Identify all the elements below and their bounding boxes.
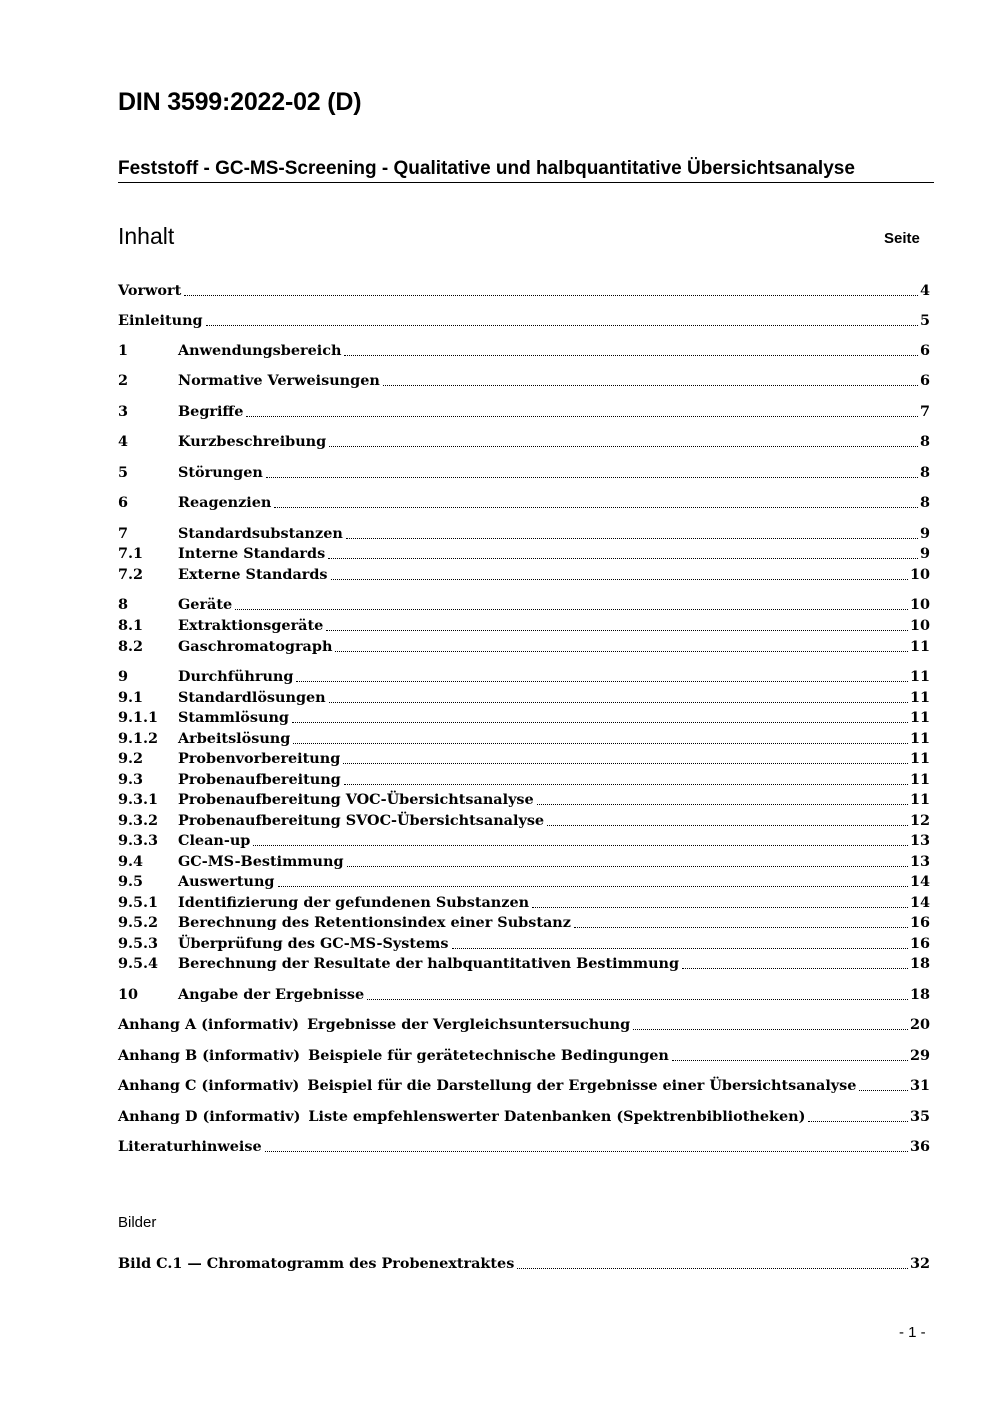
toc-entry-page: 9 xyxy=(919,545,930,562)
toc-entry-title: Überprüfung des GC-MS-Systems xyxy=(178,935,449,952)
toc-entry-page: 12 xyxy=(909,812,930,829)
toc-entry[interactable] xyxy=(118,523,930,543)
toc-entry[interactable] xyxy=(118,340,930,360)
toc-leader-dots xyxy=(574,927,908,928)
toc-entry-page: 14 xyxy=(909,873,930,890)
toc-entry-title: Probenaufbereitung xyxy=(178,771,341,788)
toc-entry-number: 9.5.3 xyxy=(118,935,159,952)
toc-entry-title: Auswertung xyxy=(178,873,275,890)
toc-entry[interactable] xyxy=(118,728,930,748)
toc-leader-dots xyxy=(292,722,908,723)
toc-entry-title: Externe Standards xyxy=(178,566,328,583)
document-id: DIN 3599:2022-02 (D) xyxy=(118,88,362,116)
toc-leader-dots xyxy=(335,651,908,652)
toc-entry-number: 9.2 xyxy=(118,750,144,767)
toc-leader-dots xyxy=(206,325,918,326)
toc-entry-page: 29 xyxy=(909,1047,930,1064)
page-number: - 1 - xyxy=(899,1324,926,1341)
toc-entry-page: 11 xyxy=(909,791,930,808)
toc-entry[interactable] xyxy=(118,615,930,635)
toc-entry-number: 9.5.2 xyxy=(118,914,159,931)
toc-entry-title: Beispiele für gerätetechnische Bedingungen xyxy=(308,1047,669,1064)
toc-entry-title: Standardlösungen xyxy=(178,689,326,706)
toc-entry[interactable] xyxy=(118,492,930,512)
toc-entry[interactable] xyxy=(118,594,930,614)
toc-leader-dots xyxy=(343,763,908,764)
toc-entry-number: 9.3.3 xyxy=(118,832,159,849)
toc-leader-dots xyxy=(367,999,908,1000)
toc-entry[interactable] xyxy=(118,370,930,390)
toc-leader-dots xyxy=(293,743,908,744)
toc-entry-page: 8 xyxy=(919,433,930,450)
toc-entry[interactable] xyxy=(118,687,930,707)
toc-entry-title: GC-MS-Bestimmung xyxy=(178,853,344,870)
toc-leader-dots xyxy=(347,866,908,867)
toc-entry-title: Normative Verweisungen xyxy=(178,372,380,389)
toc-entry-number: 9.3.1 xyxy=(118,791,159,808)
toc-entry-number: Anhang D (informativ) xyxy=(118,1108,301,1125)
toc-entry-page: 9 xyxy=(919,525,930,542)
toc-entry-title: Stammlösung xyxy=(178,709,289,726)
toc-leader-dots xyxy=(682,968,908,969)
figures-heading: Bilder xyxy=(118,1214,157,1231)
toc-leader-dots xyxy=(246,416,918,417)
toc-leader-dots xyxy=(184,295,918,296)
toc-entry-title: Reagenzien xyxy=(178,494,272,511)
toc-heading: Inhalt xyxy=(118,223,175,249)
toc-entry[interactable] xyxy=(118,431,930,451)
toc-entry[interactable] xyxy=(118,892,930,912)
toc-entry-page: 10 xyxy=(909,617,930,634)
toc-leader-dots xyxy=(235,609,908,610)
toc-entry[interactable] xyxy=(118,871,930,891)
toc-entry-title: Probenaufbereitung VOC-Übersichtsanalyse xyxy=(178,791,534,808)
toc-entry-title: Einleitung xyxy=(118,312,203,329)
toc-entry-number: 7 xyxy=(118,525,129,542)
toc-entry[interactable] xyxy=(118,636,930,656)
toc-leader-dots xyxy=(532,907,908,908)
toc-entry-title: Probenaufbereitung SVOC-Übersichtsanalyse xyxy=(178,812,545,829)
toc-entry-page: 20 xyxy=(909,1016,930,1033)
toc-leader-dots xyxy=(278,886,908,887)
toc-entry-title: Interne Standards xyxy=(178,545,326,562)
toc-entry-title: Liste empfehlenswerter Datenbanken (Spektrenbibliotheken) xyxy=(308,1108,806,1125)
toc-entry-page: 11 xyxy=(909,689,930,706)
toc-entry-page: 13 xyxy=(909,853,930,870)
toc-entry-title: Literaturhinweise xyxy=(118,1138,262,1155)
toc-entry-title: Probenvorbereitung xyxy=(178,750,341,767)
toc-entry-title: Extraktionsgeräte xyxy=(178,617,324,634)
toc-entry-page: 11 xyxy=(909,750,930,767)
toc-leader-dots xyxy=(452,948,908,949)
toc-entry[interactable] xyxy=(118,543,930,563)
toc-entry[interactable] xyxy=(118,280,930,300)
toc-entry-title: Identifizierung der gefundenen Substanzen xyxy=(178,894,530,911)
toc-entry-title: Bild C.1 — Chromatogramm des Probenextraktes xyxy=(118,1255,515,1272)
toc-entry-number: 9.4 xyxy=(118,853,144,870)
toc-entry-number: 8.1 xyxy=(118,617,144,634)
toc-entry-title: Angabe der Ergebnisse xyxy=(178,986,365,1003)
toc-entry[interactable] xyxy=(118,1045,930,1065)
toc-entry[interactable] xyxy=(118,564,930,584)
toc-entry[interactable] xyxy=(118,1014,930,1034)
toc-entry[interactable] xyxy=(118,748,930,768)
toc-leader-dots xyxy=(537,804,908,805)
toc-leader-dots xyxy=(672,1060,908,1061)
toc-entry-page: 13 xyxy=(909,832,930,849)
toc-entry-number: 6 xyxy=(118,494,129,511)
toc-entry-title: Gaschromatograph xyxy=(178,638,333,655)
toc-entry-number: Anhang B (informativ) xyxy=(118,1047,301,1064)
toc-entry-title: Störungen xyxy=(178,464,263,481)
toc-entry[interactable] xyxy=(118,984,930,1004)
toc-entry-number: 2 xyxy=(118,372,129,389)
toc-entry-number: 9 xyxy=(118,668,129,685)
toc-entry-page: 16 xyxy=(909,914,930,931)
toc-leader-dots xyxy=(517,1268,908,1269)
toc-leader-dots xyxy=(253,845,908,846)
toc-entry-title: Kurzbeschreibung xyxy=(178,433,327,450)
toc-entry-number: 1 xyxy=(118,342,129,359)
toc-leader-dots xyxy=(274,507,918,508)
toc-entry-number: 9.5 xyxy=(118,873,144,890)
toc-entry-number: 9.1.2 xyxy=(118,730,159,747)
toc-entry-number: 7.2 xyxy=(118,566,144,583)
toc-entry-title: Arbeitslösung xyxy=(178,730,291,747)
toc-leader-dots xyxy=(344,784,908,785)
toc-entry[interactable] xyxy=(118,933,930,953)
toc-entry-page: 11 xyxy=(909,730,930,747)
toc-entry[interactable] xyxy=(118,1136,930,1156)
toc-leader-dots xyxy=(266,477,918,478)
toc-entry-page: 18 xyxy=(909,986,930,1003)
toc-entry-page: 36 xyxy=(909,1138,930,1155)
toc-leader-dots xyxy=(331,579,908,580)
toc-entry-page: 8 xyxy=(919,464,930,481)
toc-leader-dots xyxy=(346,538,918,539)
toc-leader-dots xyxy=(808,1121,908,1122)
toc-entry[interactable] xyxy=(118,830,930,850)
toc-page-column-label: Seite xyxy=(884,230,920,247)
toc-entry[interactable] xyxy=(118,1253,930,1273)
toc-entry-page: 35 xyxy=(909,1108,930,1125)
toc-entry-number: 9.1.1 xyxy=(118,709,159,726)
toc-leader-dots xyxy=(265,1151,908,1152)
toc-entry[interactable] xyxy=(118,401,930,421)
toc-leader-dots xyxy=(859,1090,908,1091)
toc-entry-number: 7.1 xyxy=(118,545,144,562)
toc-leader-dots xyxy=(296,681,908,682)
toc-entry-number: 8 xyxy=(118,596,129,613)
toc-entry-number: 3 xyxy=(118,403,129,420)
toc-entry[interactable] xyxy=(118,769,930,789)
toc-entry[interactable] xyxy=(118,851,930,871)
toc-entry-page: 6 xyxy=(919,372,930,389)
toc-entry-number: 5 xyxy=(118,464,129,481)
toc-entry-page: 10 xyxy=(909,596,930,613)
toc-entry-title: Vorwort xyxy=(118,282,182,299)
toc-entry-title: Geräte xyxy=(178,596,233,613)
toc-entry-page: 11 xyxy=(909,771,930,788)
toc-entry-number: 9.5.4 xyxy=(118,955,159,972)
toc-entry[interactable] xyxy=(118,462,930,482)
toc-entry-number: 9.5.1 xyxy=(118,894,159,911)
toc-entry-page: 7 xyxy=(919,403,930,420)
toc-entry-title: Begriffe xyxy=(178,403,244,420)
toc-entry-number: 9.1 xyxy=(118,689,144,706)
toc-leader-dots xyxy=(329,702,908,703)
toc-entry[interactable] xyxy=(118,707,930,727)
toc-entry-page: 16 xyxy=(909,935,930,952)
toc-leader-dots xyxy=(383,385,918,386)
toc-leader-dots xyxy=(326,630,908,631)
toc-entry[interactable] xyxy=(118,953,930,973)
toc-entry-page: 18 xyxy=(909,955,930,972)
toc-entry-page: 4 xyxy=(919,282,930,299)
toc-entry[interactable] xyxy=(118,912,930,932)
toc-entry-number: 10 xyxy=(118,986,139,1003)
toc-entry-title: Berechnung der Resultate der halbquantitativen Bestimmung xyxy=(178,955,680,972)
toc-entry[interactable] xyxy=(118,1075,930,1095)
toc-entry-page: 10 xyxy=(909,566,930,583)
toc-entry-title: Berechnung des Retentionsindex einer Substanz xyxy=(178,914,571,931)
toc-entry-page: 11 xyxy=(909,668,930,685)
toc-entry-page: 8 xyxy=(919,494,930,511)
toc-leader-dots xyxy=(329,446,918,447)
toc-entry-title: Durchführung xyxy=(178,668,294,685)
toc-leader-dots xyxy=(547,825,908,826)
toc-entry-page: 31 xyxy=(909,1077,930,1094)
toc-leader-dots xyxy=(633,1029,908,1030)
toc-entry-title: Anwendungsbereich xyxy=(178,342,342,359)
toc-entry-number: Anhang A (informativ) xyxy=(118,1016,300,1033)
toc-entry-number: 4 xyxy=(118,433,129,450)
toc-entry-number: Anhang C (informativ) xyxy=(118,1077,300,1094)
toc-entry-page: 14 xyxy=(909,894,930,911)
document-title: Feststoff - GC-MS-Screening - Qualitative und halbquantitative Übersichtsanalyse xyxy=(118,158,934,183)
toc-entry[interactable] xyxy=(118,810,930,830)
toc-entry-title: Clean-up xyxy=(178,832,251,849)
toc-entry-page: 11 xyxy=(909,638,930,655)
toc-entry-title: Standardsubstanzen xyxy=(178,525,343,542)
toc-entry-number: 8.2 xyxy=(118,638,144,655)
toc-entry[interactable] xyxy=(118,789,930,809)
toc-leader-dots xyxy=(328,558,918,559)
toc-entry-page: 32 xyxy=(909,1255,930,1272)
toc-entry[interactable] xyxy=(118,1106,930,1126)
toc-entry-page: 6 xyxy=(919,342,930,359)
toc-entry-title: Beispiel für die Darstellung der Ergebnisse einer Übersichtsanalyse xyxy=(307,1077,857,1094)
toc-entry-page: 5 xyxy=(919,312,930,329)
toc-entry[interactable] xyxy=(118,666,930,686)
toc-entry[interactable] xyxy=(118,310,930,330)
toc-entry-title: Ergebnisse der Vergleichsuntersuchung xyxy=(307,1016,631,1033)
toc-entry-number: 9.3.2 xyxy=(118,812,159,829)
toc-entry-number: 9.3 xyxy=(118,771,144,788)
toc-leader-dots xyxy=(344,355,918,356)
toc-entry-page: 11 xyxy=(909,709,930,726)
